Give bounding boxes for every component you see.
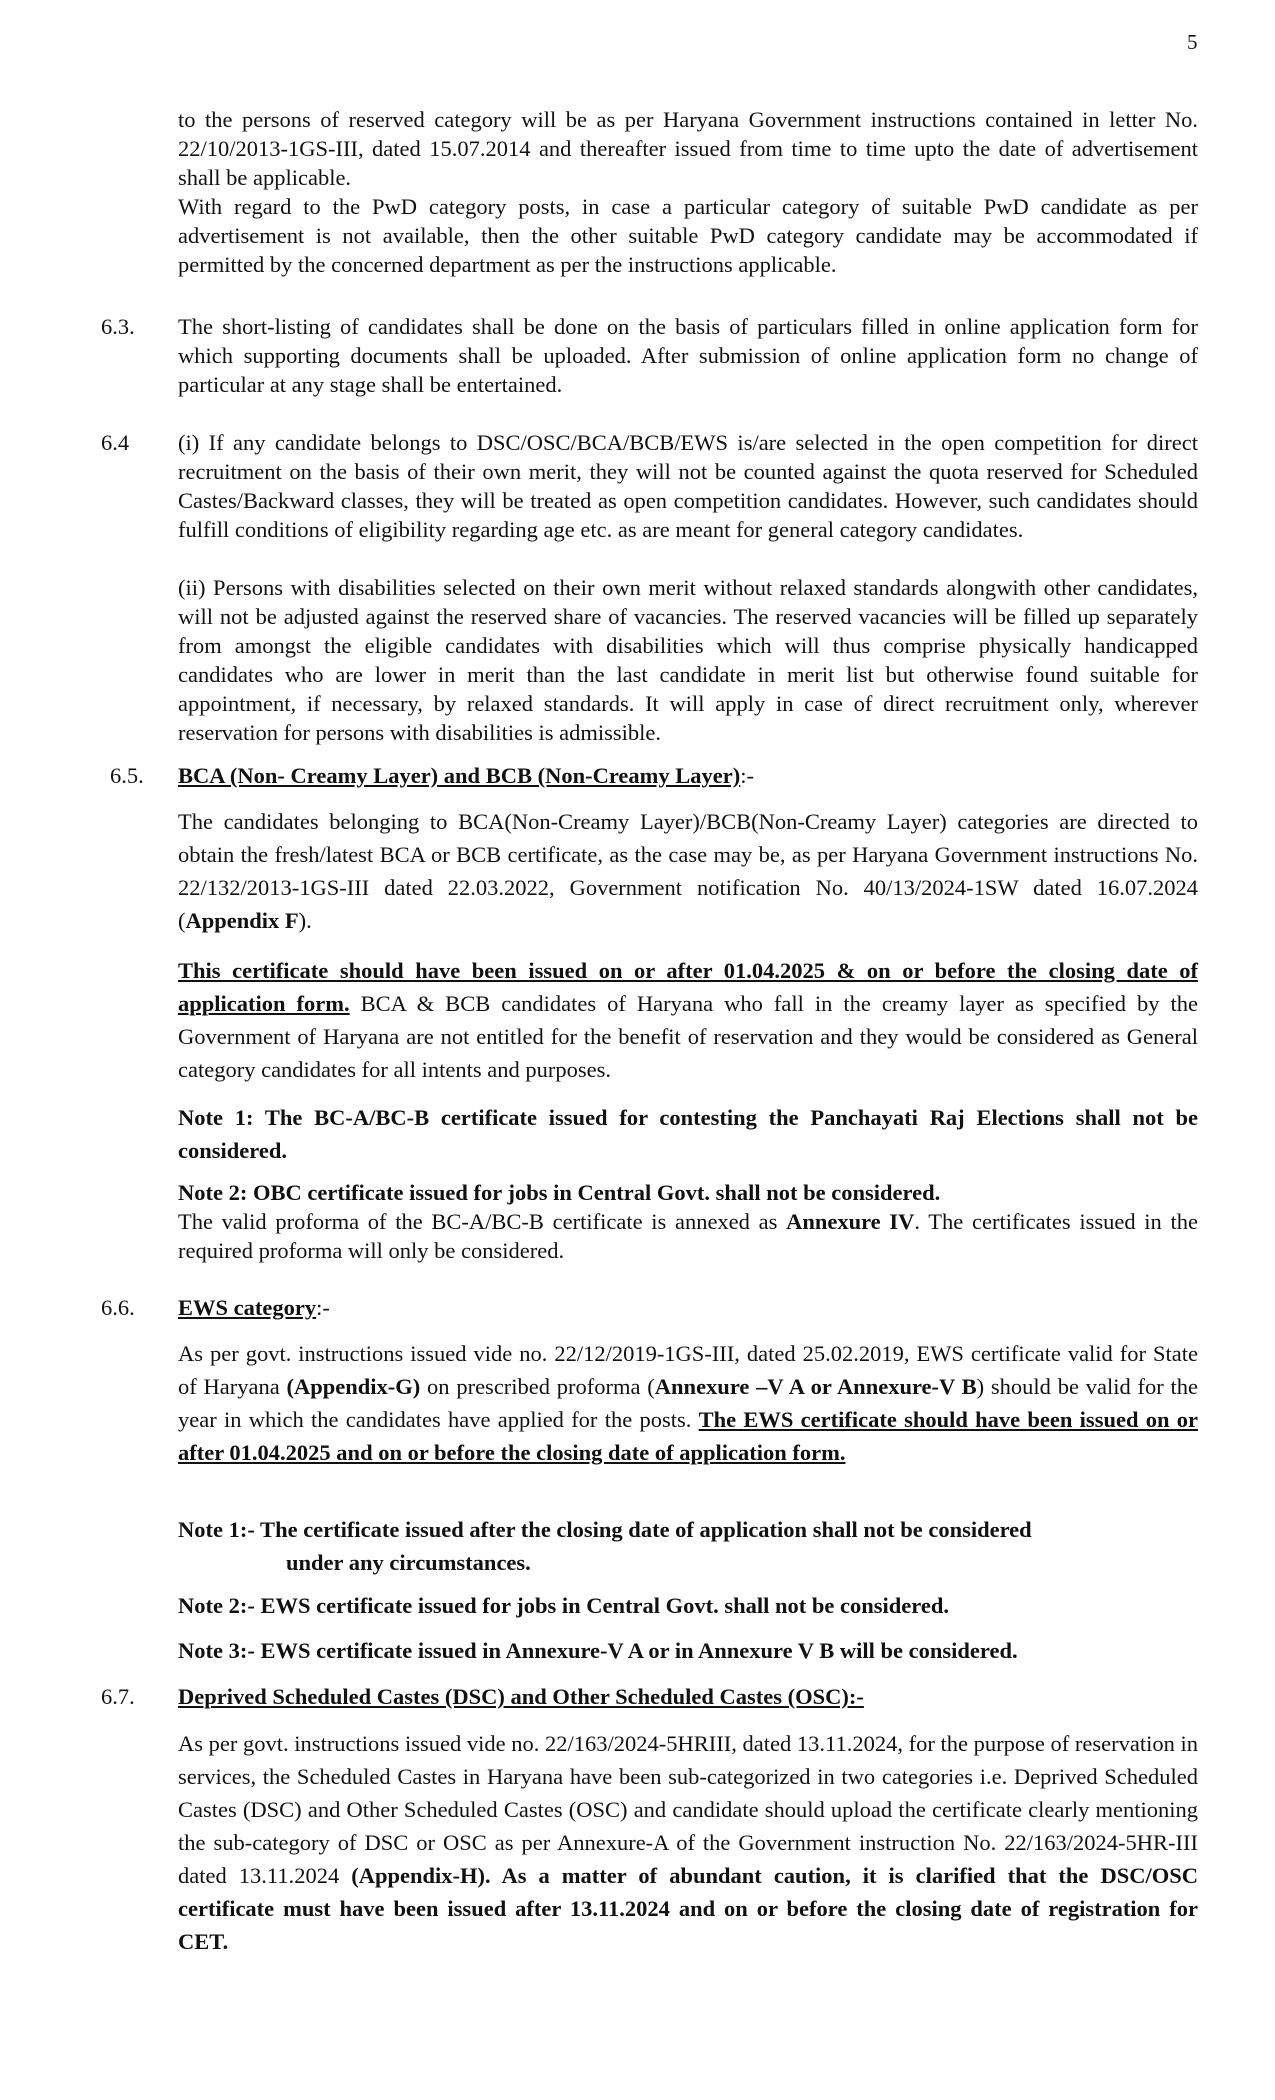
section-6-5-paragraph-2 — [178, 954, 1198, 1086]
section-6-5-p3-text: The valid proforma of the BC-A/BC-B certificate is annexed as — [178, 1209, 787, 1234]
section-6-7-heading-text: Deprived Scheduled Castes (DSC) and Other Scheduled Castes (OSC):- — [178, 1684, 864, 1709]
section-6-7-paragraph-1 — [178, 1727, 1198, 1958]
section-6-6-p1-text: As per govt. instructions issued vide no. 22/12/2019-1GS-III, dated 25.02.2019, EWS certificate valid for State of Haryana — [178, 1341, 1198, 1399]
section-6-6-certificate-date-rule: The EWS certificate should have been issued on or after 01.04.2025 and on or before the closing date of application form. — [178, 1407, 1198, 1465]
section-6-6-paragraph-1 — [178, 1337, 1198, 1469]
section-6-6-heading-text: EWS category — [178, 1295, 317, 1320]
section-6-5-note-1: Note 1: The BC-A/BC-B certificate issued for contesting the Panchayati Raj Elections shall not be considered. — [178, 1105, 1198, 1163]
section-6-3-text: The short-listing of candidates shall be done on the basis of particulars filled in online application form for which supporting documents shall be uploaded. After submission of online application form no change of particular at any stage shall be entertained. — [178, 314, 1198, 397]
section-6-5-p1-text: The candidates belonging to BCA(Non-Creamy Layer)/BCB(Non-Creamy Layer) categories are directed to obtain the fresh/latest BCA or BCB certificate, as the case may be, as per Haryana Government instructions No. 22/132/2013-1GS-III dated 22.03.2022, Government notification No. 40/13/2024-1SW dated 16.07.2024 ( — [178, 809, 1198, 933]
section-6-5-heading-suffix: :- — [740, 763, 754, 788]
section-6-5-p3-end: . The certificates issued in the required proforma will only be considered. — [178, 1209, 1198, 1263]
section-6-6-note-1-line-2: under any circumstances. — [286, 1550, 531, 1575]
section-number-6-7: 6.7. — [101, 1684, 135, 1709]
intro-paragraph-2: With regard to the PwD category posts, in case a particular category of suitable PwD candidate as per advertisement is not available, then the other suitable PwD category candidate may be accommodated if permitted by the concerned department as per the instructions applicable. — [178, 194, 1198, 277]
section-number-6-6: 6.6. — [101, 1295, 135, 1320]
appendix-g-ref: (Appendix-G) — [286, 1374, 421, 1399]
section-6-6-note-3: Note 3:- EWS certificate issued in Annexure-V A or in Annexure V B will be considered. — [178, 1638, 1018, 1663]
section-6-6-note-1-line-1: Note 1:- The certificate issued after the closing date of application shall not be considered — [178, 1517, 1032, 1542]
section-6-4-paragraph-1: (i) If any candidate belongs to DSC/OSC/BCA/BCB/EWS is/are selected in the open competition for direct recruitment on the basis of their own merit, they will not be counted against the quota reserved for Scheduled Castes/Backward classes, they will be treated as open competition candidates. However, such candidates should fulfill conditions of eligibility regarding age etc. as are meant for general category candidates. — [178, 430, 1198, 542]
section-6-6-heading-suffix: :- — [316, 1295, 330, 1320]
intro-paragraph-1: to the persons of reserved category will be as per Haryana Government instructions contained in letter No. 22/10/2013-1GS-III, dated 15.07.2014 and thereafter issued from time to time upto the date of advertisement shall be applicable. — [178, 107, 1198, 190]
section-number-6-4: 6.4 — [101, 430, 130, 455]
section-6-5-paragraph-3 — [178, 1207, 1198, 1265]
annexure-v-ref: Annexure –V A or Annexure-V B — [654, 1374, 977, 1399]
section-6-7-caution-text: (Appendix-H). As a matter of abundant caution, it is clarified that the DSC/OSC certificate must have been issued after 13.11.2024 and on or before the closing date of registration for CET. — [178, 1863, 1198, 1954]
page-number: 5 — [1187, 30, 1198, 54]
section-6-6-note-2: Note 2:- EWS certificate issued for jobs in Central Govt. shall not be considered. — [178, 1593, 949, 1618]
section-number-6-5: 6.5. — [110, 763, 144, 788]
appendix-f-ref: Appendix F — [185, 908, 299, 933]
section-6-5-certificate-date-rule: This certificate should have been issued on or after 01.04.2025 & on or before the closing date of application form. — [178, 958, 1198, 1016]
section-6-7-heading — [178, 1682, 1198, 1711]
section-6-6-heading — [178, 1293, 1198, 1322]
section-6-6-note-1 — [178, 1513, 1198, 1579]
section-6-4-paragraph-2: (ii) Persons with disabilities selected on their own merit without relaxed standards alongwith other candidates, will not be adjusted against the reserved share of vacancies. The reserved vacancies will be filled up separately from amongst the eligible candidates with disabilities which will thus comprise physically handicapped candidates who are lower in merit than the last candidate in merit list but otherwise found suitable for appointment, if necessary, by relaxed standards. It will apply in case of direct recruitment only, wherever reservation for persons with disabilities is admissible. — [178, 575, 1198, 745]
section-6-5-note-2: Note 2: OBC certificate issued for jobs in Central Govt. shall not be considered. — [178, 1180, 941, 1205]
section-number-6-3: 6.3. — [101, 314, 135, 339]
section-6-5-heading-text: BCA (Non- Creamy Layer) and BCB (Non-Creamy Layer) — [178, 763, 741, 788]
section-6-5-p1-end: ). — [298, 908, 312, 933]
section-6-5-p2-text: BCA & BCB candidates of Haryana who fall in the creamy layer as specified by the Government of Haryana are not entitled for the benefit of reservation and they would be considered as General category candidates for all intents and purposes. — [178, 991, 1199, 1082]
section-6-7-p1-text: As per govt. instructions issued vide no. 22/163/2024-5HRIII, dated 13.11.2024, for the purpose of reservation in services, the Scheduled Castes in Haryana have been sub-categorized in two categories i.e. Deprived Scheduled Castes (DSC) and Other Scheduled Castes (OSC) and candidate should upload the certificate clearly mentioning the sub-category of DSC or OSC as per Annexure-A of the Government instruction No. 22/163/2024-5HR-III dated 13.11.2024 — [178, 1731, 1198, 1888]
section-6-6-p1-mid: on prescribed proforma ( — [420, 1374, 655, 1399]
section-6-5-paragraph-1 — [178, 805, 1198, 937]
section-6-6-p1-text-2: ) should be valid for the year in which the candidates have applied for the posts. — [178, 1374, 1198, 1432]
section-6-5-heading — [178, 761, 1198, 790]
annexure-iv-ref: Annexure IV — [786, 1209, 915, 1234]
